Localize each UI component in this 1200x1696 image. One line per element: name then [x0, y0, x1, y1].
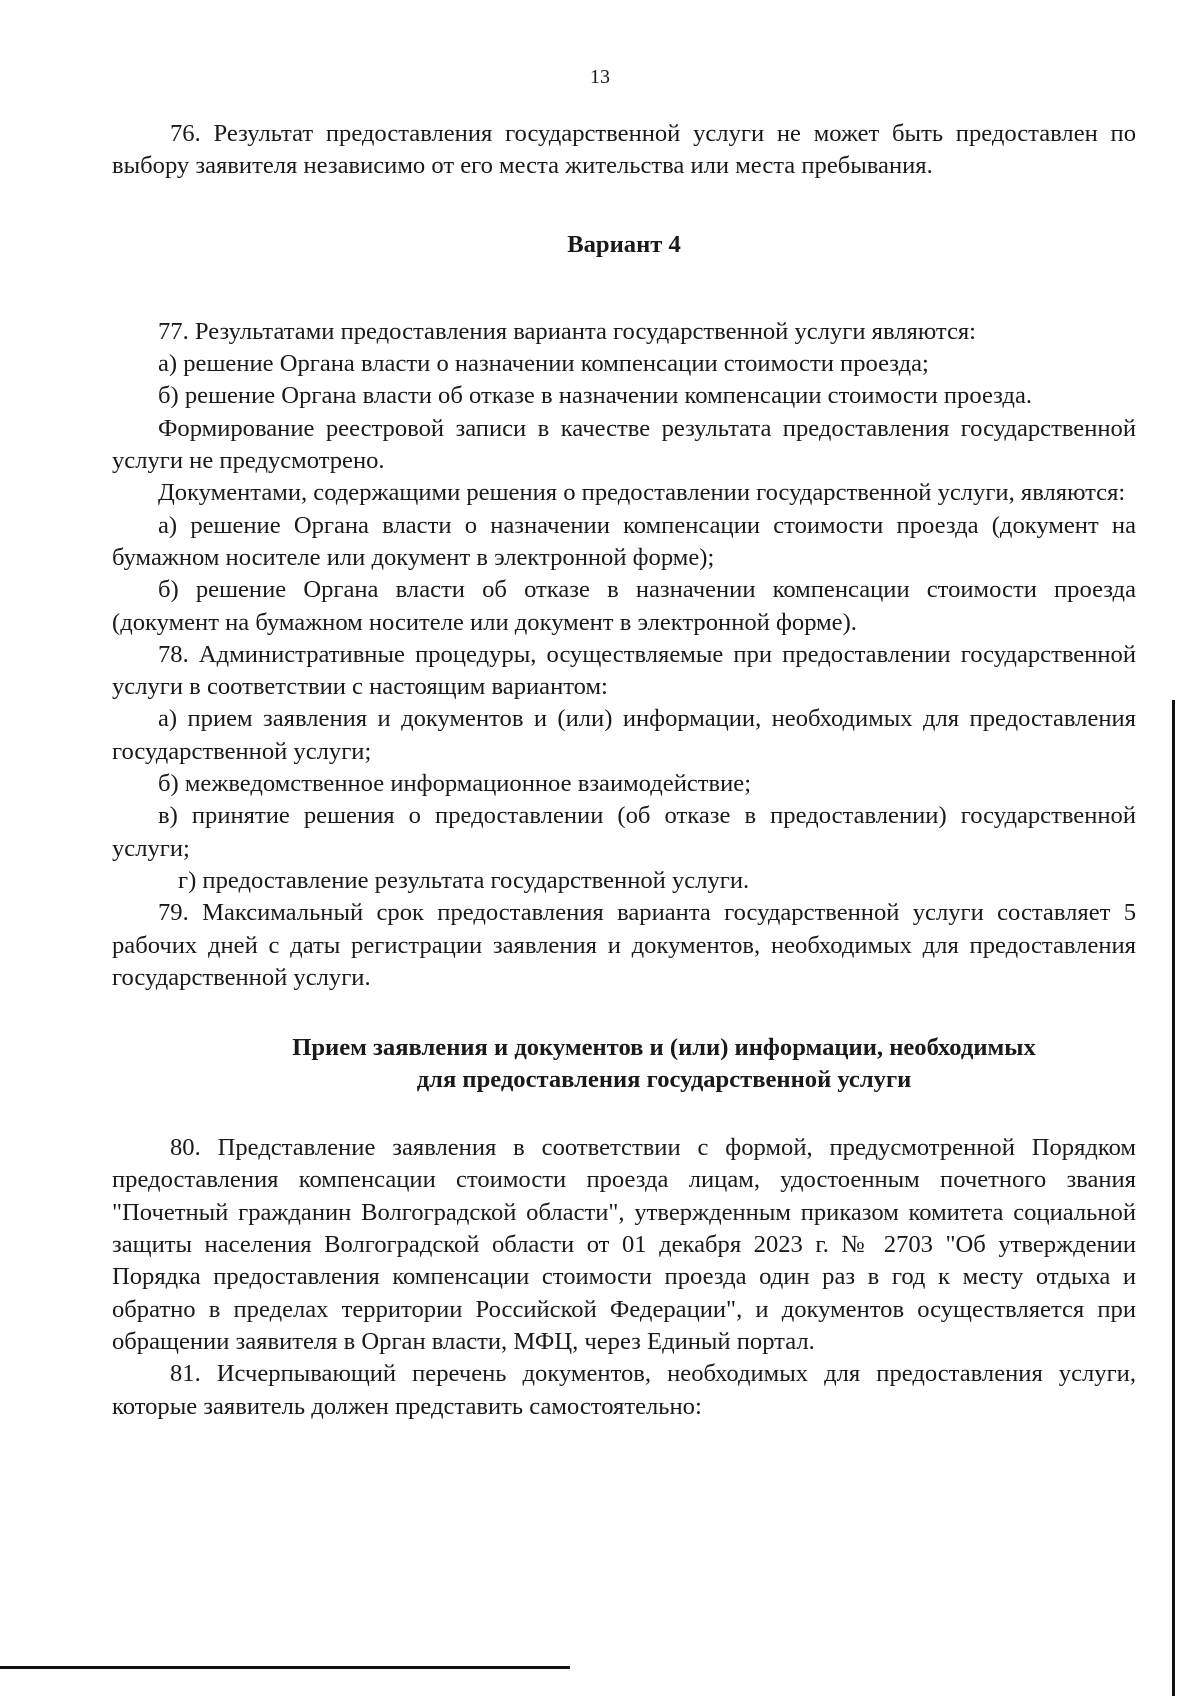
paragraph-78-a: а) прием заявления и документов и (или) информации, необходимых для предоставления государственной услуги; — [112, 705, 1136, 765]
section-heading-line-2: для предоставления государственной услуги — [416, 1066, 912, 1094]
variant-heading: Вариант 4 — [567, 230, 681, 258]
paragraph-decision-documents: Документами, содержащими решения о предоставлении государственной услуги, являются: — [158, 479, 1126, 507]
paragraph-77-a: а) решение Органа власти о назначении компенсации стоимости проезда; — [158, 350, 929, 378]
paragraph-79: 79. Максимальный срок предоставления варианта государственной услуги составляет 5 рабочих дней с даты регистрации заявления и документов, необходимых для предоставления государственной услуги. — [112, 899, 1136, 991]
section-heading-line-1: Прием заявления и документов и (или) информации, необходимых — [292, 1034, 1036, 1062]
document-body — [112, 118, 1136, 1423]
bottom-scan-edge — [0, 1666, 570, 1669]
paragraph-document-a: а) решение Органа власти о назначении компенсации стоимости проезда (документ на бумажном носителе или документ в электронной форме); — [112, 511, 1136, 571]
paragraph-registry-record: Формирование реестровой записи в качестве результата предоставления государственной услуги не предусмотрено. — [112, 414, 1136, 475]
paragraph-78: 78. Административные процедуры, осуществляемые при предоставлении государственной услуги в соответствии с настоящим вариантом: — [112, 640, 1136, 701]
paragraph-document-b: б) решение Органа власти об отказе в назначении компенсации стоимости проезда (документ на бумажном носителе или документ в электронной форме). — [112, 576, 1136, 636]
paragraph-78-d: г) предоставление результата государственной услуги. — [178, 866, 750, 894]
paragraph-78-b: б) межведомственное информационное взаимодействие; — [158, 770, 752, 798]
right-scan-edge — [1172, 700, 1175, 1696]
section-heading — [112, 1032, 1136, 1096]
page-number: 13 — [590, 66, 610, 88]
paragraph-78-c: в) принятие решения о предоставлении (об отказе в предоставлении) государственной услуги; — [112, 802, 1136, 862]
paragraph-81: 81. Исчерпывающий перечень документов, необходимых для предоставления услуги, которые заявитель должен представить самостоятельно: — [112, 1360, 1136, 1420]
paragraph-77: 77. Результатами предоставления варианта государственной услуги являются: — [158, 317, 977, 345]
paragraph-76: 76. Результат предоставления государственной услуги не может быть предоставлен по выбору заявителя независимо от его места жительства или места пребывания. — [112, 120, 1136, 180]
paragraph-77-b: б) решение Органа власти об отказе в назначении компенсации стоимости проезда. — [158, 382, 1033, 410]
paragraph-80: 80. Представление заявления в соответствии с формой, предусмотренной Порядком предоставления компенсации стоимости проезда лицам, удостоенным почетного звания "Почетный гражданин Волгоградской области", утвержденным приказом комитета социальной защиты населения Волгоградской области от 01 декабря 2023 г. № 2703 "Об утверждении Порядка предоставления компенсации стоимости проезда один раз в год к месту отдыха и обратно в пределах территории Российской Федерации", и документов осуществляется при обращении заявителя в Орган власти, МФЦ, через Единый портал. — [112, 1134, 1136, 1355]
